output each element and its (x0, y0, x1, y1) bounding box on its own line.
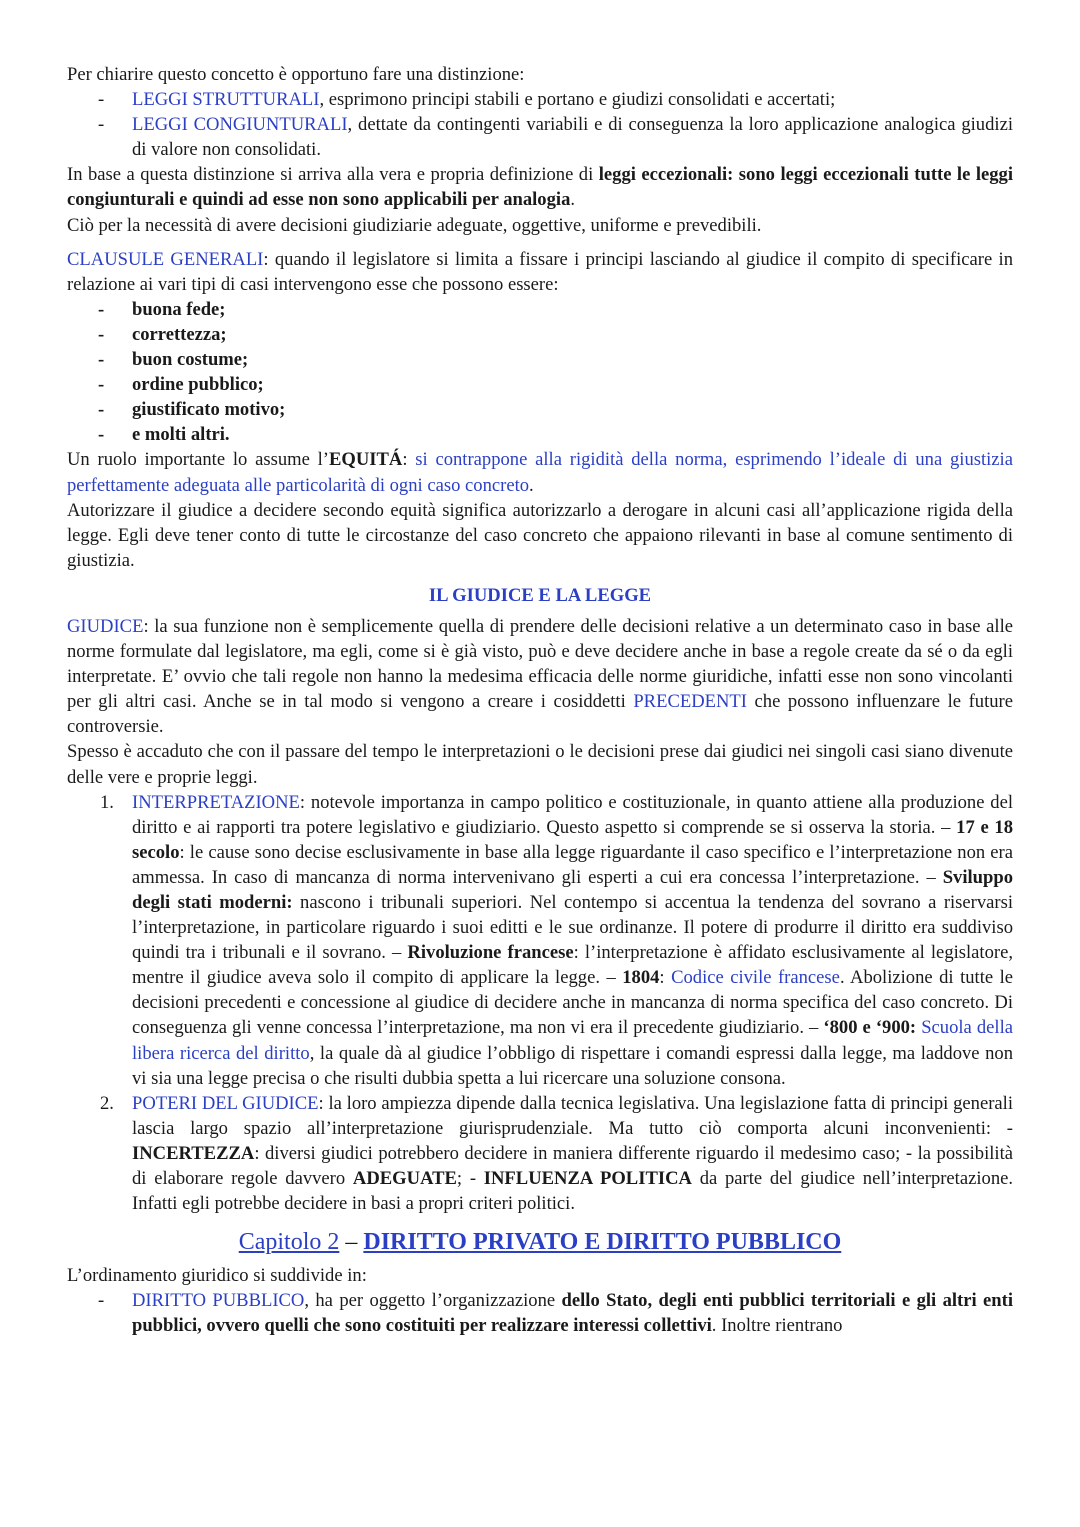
list-item-text: , esprimono principi stabili e portano e giudizi consolidati e accertati; (319, 89, 836, 111)
term-giudice: GIUDICE (67, 615, 144, 637)
spesso-paragraph: Spesso è accaduto che con il passare del tempo le interpretazioni o le decisioni prese dai giudici nei singoli casi siano divenute delle vere e proprie leggi. (67, 741, 1013, 788)
term-leggi-congiunturali: LEGGI CONGIUNTURALI (132, 114, 348, 136)
term-interpretazione: INTERPRETAZIONE (132, 791, 300, 813)
leggi-list (67, 87, 1013, 162)
chapter-title: DIRITTO PRIVATO E DIRITTO PUBBLICO (363, 1229, 842, 1256)
list-item: - correttezza; (67, 322, 1013, 347)
list-item-interpretazione: 1. INTERPRETAZIONE: notevole importanza in campo politico e costituzionale, in quanto attiene alla produzione del diritto e ai rapporti tra potere legislativo e giudiziario. Questo aspetto si comprende se si osserva la storia. – 17 e 18 secolo: le cause sono decise esclusivamente in base alla legge riguardante il caso specifico e l’interpretazione non era ammessa. In caso di mancanza di norma intervenivano gli esperti a cui era concessa l’interpretazione. – Sviluppo degli stati moderni: nascono i tribunali superiori. Nel contempo si accentua la tendenza del sovrano a riservarsi l’interpretazione, in particolare riguardo i suoi editti e le sue ordinanze. Il potere di produrre il diritto era suddiviso quindi tra i tribunali e il sovrano. – Rivoluzione francese: l’interpretazione è affidato esclusivamente al legislatore, mentre il giudice aveva solo il compito di applicare la legge. – 1804: Codice civile francese. Abolizione di tutte le decisioni precedenti e concessione al giudice di decidere anche in mancanza di norma specifica del caso concreto. Di conseguenza gli venne concessa l’interpretazione, ma non vi era il precedente giudiziario. – ‘800 e ‘900: Scuola della libera ricerca del diritto, la quale dà al giudice l’obbligo di rispettare i comandi espressi dalla legge, ma laddove non vi sia una legge precisa o che risulti dubbia spetta a lui ricercare una soluzione consona. (100, 791, 1014, 1089)
numbered-list (67, 790, 1013, 1217)
list-item-text: , dettate da contingenti variabili e di conseguenza la loro applicazione analogica giudizi di valore non consolidati. (132, 114, 1013, 161)
autorizzare-paragraph: Autorizzare il giudice a decidere secondo equità significa autorizzarlo a derogare in alcuni casi all’applicazione rigida della legge. Egli deve tener conto di tutte le circostanze del caso concreto che appaiono rilevanti in base al comune sentimento di giustizia. (67, 499, 1013, 571)
term-leggi-strutturali: LEGGI STRUTTURALI (132, 89, 320, 111)
document-page (67, 62, 1013, 1339)
list-number: 2. (100, 1092, 114, 1114)
equita-paragraph: Un ruolo importante lo assume l’EQUITÁ: si contrappone alla rigidità della norma, esprimendo l’ideale di una giustizia perfettamente adeguata alle particolarità di ogni caso concreto. (67, 449, 1013, 496)
giudice-paragraph: GIUDICE: la sua funzione non è semplicemente quella di prendere delle decisioni relative a un determinato caso in base alle norme formulate dal legislatore, ma egli, come si è già visto, può e deve decidere anche in base a regole create da sé o da egli interpretate. E’ ovvio che tali regole non hanno la medesima efficacia delle norme giuridiche, infatti esse non sono vincolanti per gli altri casi. Anche se in tal modo si vengono a creare i cosiddetti PRECEDENTI che possono influenzare le future controversie. (67, 615, 1014, 738)
list-item: - giustificato motivo; (67, 397, 1013, 422)
list-item: - DIRITTO PUBBLICO, ha per oggetto l’organizzazione dello Stato, degli enti pubblici territoriali e gli altri enti pubblici, ovvero quelli che sono costituiti per realizzare interessi collettivi. Inoltre rientrano (67, 1288, 1013, 1338)
eccezionali-paragraph: In base a questa distinzione si arriva alla vera e propria definizione di leggi eccezionali: sono leggi eccezionali tutte le leggi congiunturali e quindi ad esse non sono applicabili per analogia. (67, 164, 1014, 211)
necessita-paragraph: Ciò per la necessità di avere decisioni giudiziarie adeguate, oggettive, uniforme e prevedibili. (67, 214, 762, 236)
section-title: IL GIUDICE E LA LEGGE (428, 584, 652, 606)
term-equita: EQUITÁ (328, 449, 403, 471)
ordinamento-list (67, 1288, 1013, 1338)
list-item: - buona fede; (67, 297, 1013, 322)
clausole-list (67, 297, 1013, 448)
term-diritto-pubblico: DIRITTO PUBBLICO (132, 1290, 305, 1312)
clausole-paragraph: CLAUSULE GENERALI: quando il legislatore si limita a fissare i principi lasciando al giudice il compito di specificare in relazione ai vari tipi di casi intervengono esse che possono essere: (67, 248, 1013, 295)
list-item (67, 87, 1013, 112)
list-item: - buon costume; (67, 347, 1013, 372)
term-precedenti: PRECEDENTI (633, 691, 747, 713)
list-item (67, 112, 1013, 162)
term-clausole-generali: CLAUSULE GENERALI (67, 248, 264, 270)
list-item-poteri: 2. POTERI DEL GIUDICE: la loro ampiezza dipende dalla tecnica legislativa. Una legislazione fatta di principi generali lascia largo spazio all’interpretazione giurisprudenziale. Ma tutto ciò comporta alcuni inconvenienti: - INCERTEZZA: diversi giudici potrebbero decidere in maniera differente riguardo il medesimo caso; - la possibilità di elaborare regole davvero ADEGUATE; - INFLUENZA POLITICA da parte del giudice nell’interpretazione. Infatti egli potrebbe decidere in basi a propri criteri politici. (100, 1092, 1014, 1215)
chapter-heading: Capitolo 2 – DIRITTO PRIVATO E DIRITTO PUBBLICO (238, 1229, 842, 1256)
list-number: 1. (100, 791, 114, 813)
chapter-label: Capitolo 2 (238, 1229, 340, 1256)
list-item: - e molti altri. (67, 422, 1013, 447)
intro-lead: Per chiarire questo concetto è opportuno fare una distinzione: (67, 64, 525, 85)
list-item: - ordine pubblico; (67, 372, 1013, 397)
ordinamento-lead: L’ordinamento giuridico si suddivide in: (67, 1265, 367, 1287)
term-poteri-del-giudice: POTERI DEL GIUDICE (132, 1092, 319, 1114)
